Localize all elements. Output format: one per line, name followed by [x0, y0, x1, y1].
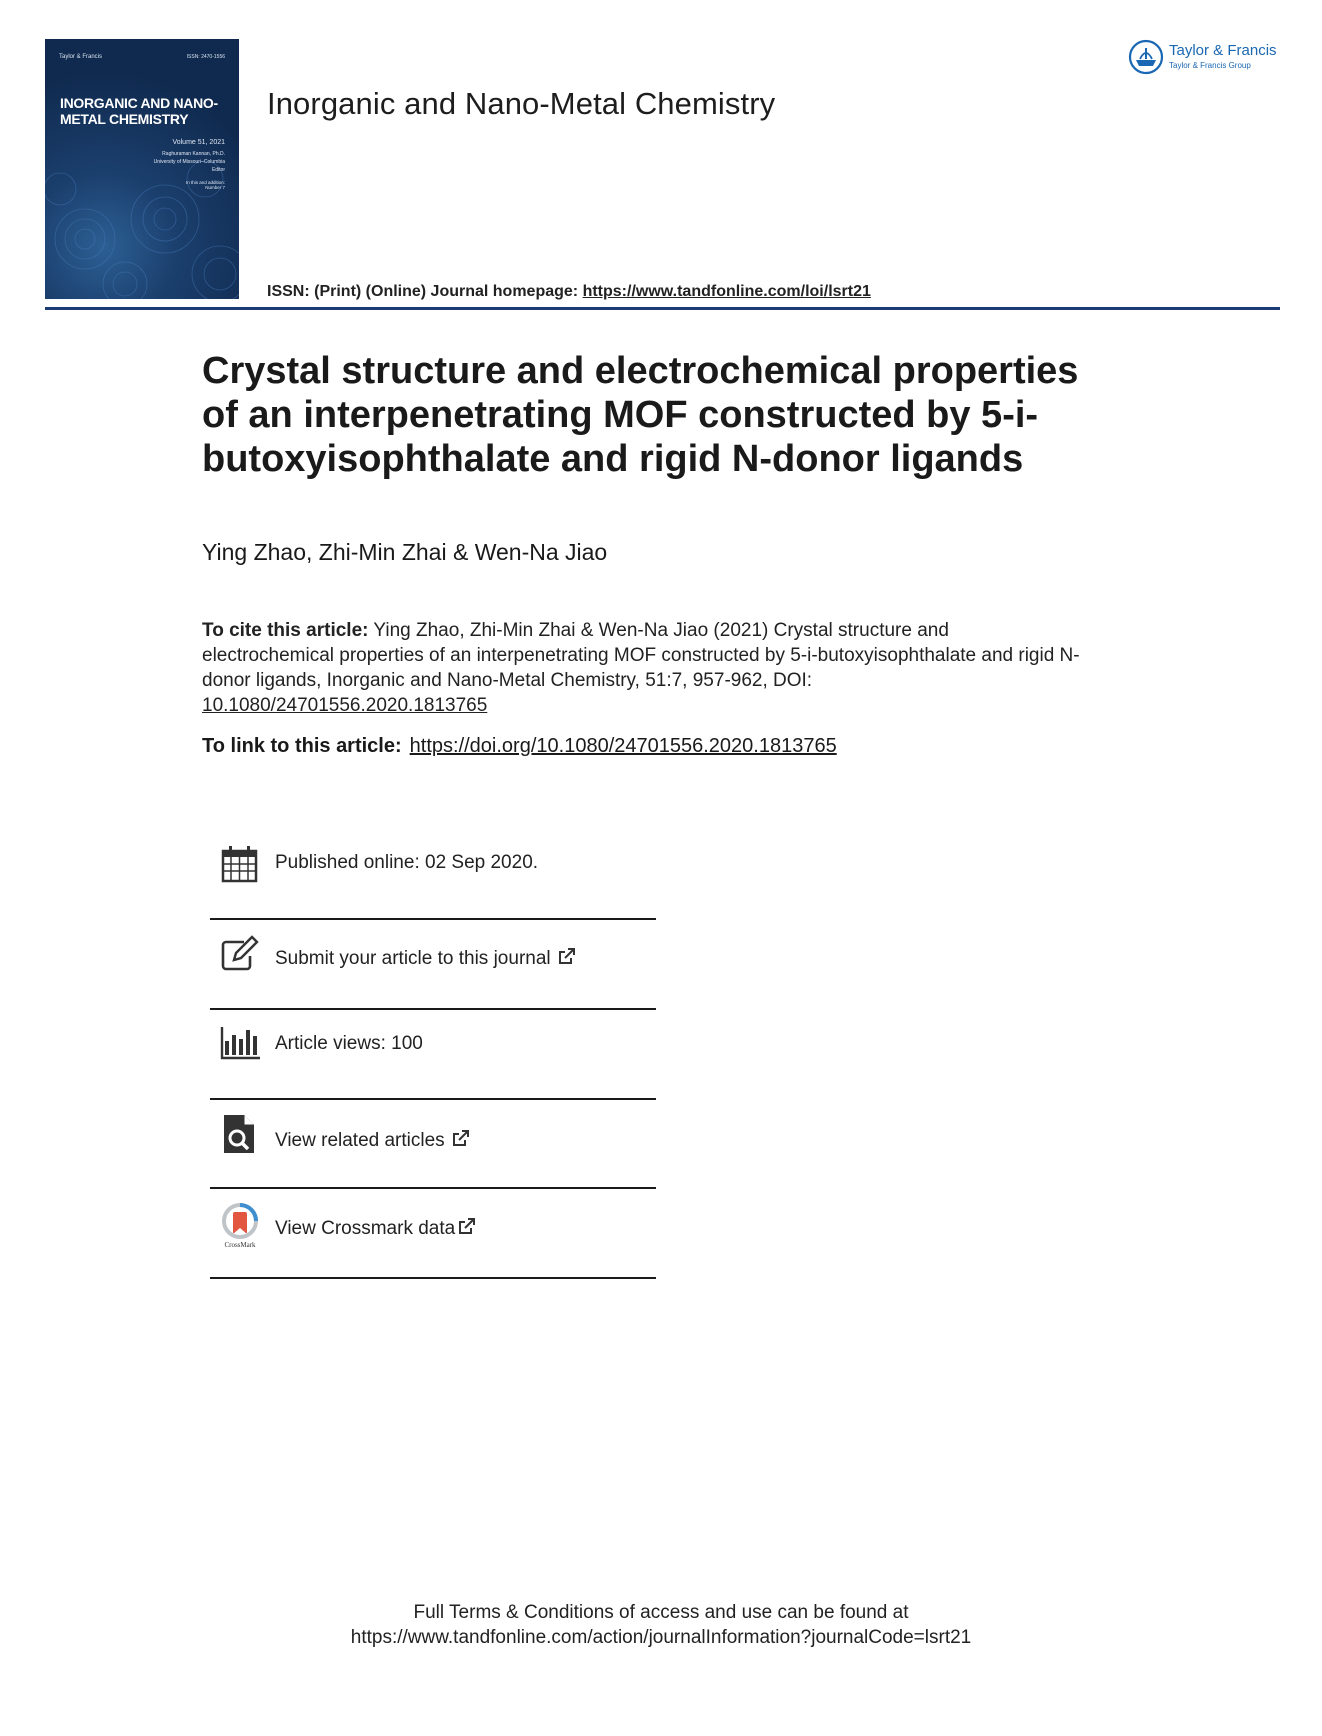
article-doi-link[interactable]: https://doi.org/10.1080/24701556.2020.1813765 [409, 735, 837, 757]
citation-text: Ying Zhao, Zhi-Min Zhai & Wen-Na Jiao (2021) Crystal structure and electrochemical properties of an interpenetrating MOF constructed by 5-i-butoxyisophthalate and rigid N-donor ligands, Inorganic and Nano-Metal Chemistry, 51:7, 957-962, DOI: [202, 620, 1080, 691]
external-link-icon [457, 1216, 477, 1236]
article-link-line [202, 735, 837, 758]
crossmark-link[interactable] [275, 1216, 477, 1240]
cover-title: INORGANIC AND NANO-METAL CHEMISTRY [60, 95, 218, 127]
citation-label: To cite this article: [202, 620, 369, 641]
submit-article-link[interactable] [275, 946, 577, 970]
publisher-name: Taylor & Francis [1169, 42, 1277, 59]
bar-chart-icon [220, 1022, 260, 1062]
journal-title: Inorganic and Nano-Metal Chemistry [267, 86, 776, 121]
footer-terms-link[interactable]: https://www.tandfonline.com/action/journalInformation?journalCode=lsrt21 [350, 1627, 972, 1648]
crossmark-label: View Crossmark data [275, 1218, 456, 1239]
cover-volume-block [154, 139, 225, 174]
external-link-icon [451, 1128, 471, 1148]
related-row[interactable] [210, 1114, 656, 1158]
footer-terms [0, 1600, 1322, 1650]
link-label: To link to this article: [202, 735, 402, 757]
submit-article-label: Submit your article to this journal [275, 948, 551, 969]
crossmark-logo-text: CrossMark [224, 1241, 256, 1249]
crossmark-icon [220, 1203, 260, 1249]
info-divider [210, 918, 656, 920]
external-link-icon [557, 946, 577, 966]
publisher-logo[interactable] [1128, 39, 1278, 79]
publisher-logo-icon [1128, 39, 1164, 75]
header-divider [45, 307, 1280, 310]
article-title: Crystal structure and electrochemical properties of an interpenetrating MOF constructed by 5-i-butoxyisophthalate and rigid N-donor ligands [202, 350, 1079, 480]
cover-editor-role: Editor [211, 167, 225, 173]
cover-volume: Volume 51, 2021 [172, 139, 225, 146]
published-date: Published online: 02 Sep 2020. [275, 852, 539, 873]
calendar-icon [220, 844, 260, 884]
journal-cover-image [45, 39, 239, 299]
info-divider [210, 1277, 656, 1279]
info-divider [210, 1187, 656, 1189]
issn-prefix: ISSN: (Print) (Online) Journal homepage: [267, 283, 583, 300]
cover-issue-block [186, 180, 225, 190]
submit-row[interactable] [210, 934, 656, 978]
cover-publisher: Taylor & Francis [59, 54, 103, 60]
cover-editor-name: Raghuraman Kannan, Ph.D. [162, 151, 225, 157]
article-authors: Ying Zhao, Zhi-Min Zhai & Wen-Na Jiao [202, 539, 608, 565]
crossmark-row[interactable] [210, 1203, 656, 1253]
publisher-group: Taylor & Francis Group [1169, 61, 1251, 70]
footer-line-1: Full Terms & Conditions of access and use can be found at [413, 1602, 909, 1623]
cover-issn: ISSN: 2470-1556 [186, 54, 225, 60]
cover-editor-affil: University of Missouri–Columbia [153, 159, 225, 165]
issn-line [267, 283, 871, 301]
info-divider [210, 1008, 656, 1010]
edit-icon [220, 934, 260, 974]
citation-block [202, 618, 1082, 718]
related-articles-label: View related articles [275, 1130, 445, 1151]
published-row [210, 844, 656, 888]
cover-issue-number: Number 7 [205, 185, 225, 190]
document-search-icon [220, 1114, 260, 1154]
citation-doi-link[interactable]: 10.1080/24701556.2020.1813765 [202, 695, 488, 716]
cover-issue-note: In this and addition: [185, 180, 225, 185]
article-views: Article views: 100 [275, 1033, 423, 1054]
views-row [210, 1022, 656, 1066]
journal-homepage-link[interactable]: https://www.tandfonline.com/loi/lsrt21 [582, 283, 871, 300]
related-articles-link[interactable] [275, 1128, 471, 1152]
info-divider [210, 1098, 656, 1100]
